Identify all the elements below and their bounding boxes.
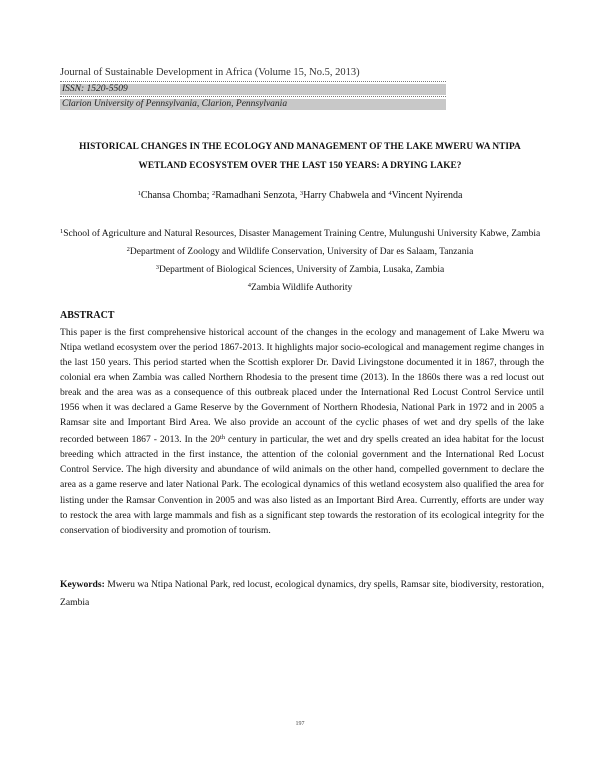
journal-header xyxy=(60,66,446,110)
affiliation-marker: 4 xyxy=(247,282,251,289)
paper-title xyxy=(60,138,540,176)
journal-title: Journal of Sustainable Development in Africa (Volume 15, No.5, 2013) xyxy=(60,67,360,78)
affiliation-text: Department of Biological Sciences, University of Zambia, Lusaka, Zambia xyxy=(159,265,445,275)
affiliation-list xyxy=(60,224,540,296)
keywords-label: Keywords: xyxy=(60,579,105,590)
affiliation-text: Zambia Wildlife Authority xyxy=(250,283,353,293)
header-divider xyxy=(60,81,446,83)
university-line: Clarion University of Pennsylvania, Clarion, Pennsylvania xyxy=(60,99,446,110)
abstract-body xyxy=(60,325,544,538)
keywords xyxy=(60,576,544,612)
author-name: Chansa Chomba; xyxy=(140,190,210,201)
author-marker: 1 xyxy=(137,190,141,197)
abstract-text: century in particular, the wet and dry spells created an idea habitat for the locust breeding which attracted in the first instance, the attention of the colonial government and the International Red Locust Control Service. The high diversity and abundance of wild animals on the other hand, compelled government to declare the area as a game reserve and later National Park. The ecological dynamics of this wetland ecosystem also qualified the area for listing under the Ramsar Convention in 2005 and was also listed as an Important Bird Area. Currently, efforts are under way to restock the area with large mammals and fish as a significant step towards the restoration of its ecological integrity for the conservation of biodiversity and promotion of tourism. xyxy=(60,434,544,536)
affiliation-marker: 3 xyxy=(155,264,160,271)
affiliation-marker: 2 xyxy=(126,246,130,253)
affiliation-text: Department of Zoology and Wildlife Conservation, University of Dar es Salaam, Tanzania xyxy=(129,247,474,257)
issn-line: ISSN: 1520-5509 xyxy=(60,84,446,95)
header-divider xyxy=(60,96,446,98)
author-name: Ramadhani Senzota, xyxy=(215,190,298,201)
title-line: HISTORICAL CHANGES IN THE ECOLOGY AND MANAGEMENT OF THE LAKE MWERU WA NTIPA xyxy=(79,142,521,152)
abstract-text: This paper is the first comprehensive historical account of the changes in the ecology and management of Lake Mweru wa Ntipa wetland ecosystem over the period 1867-2013. It highlights major socio-ecological and management regime changes in the last 150 years. This period started when the Scottish explorer Dr. David Livingstone documented it in 1867, through the colonial era when Zambia was called Northern Rhodesia to the present time (2013). In the 1860s there was a red locust out break and the area was as a consequence of this outbreak placed under the International Red Locust Control Service until 1956 when it was declared a Game Reserve by the Government of Northern Rhodesia, National Park in 1972 and in 2005 a Ramsar site and Important Bird Area. We also provide an account of the cyclic phases of wet and dry spells of the lake recorded between 1867 - 2013. In the 20 xyxy=(60,327,544,446)
affiliation-marker: 1 xyxy=(60,228,64,235)
author-marker: 4 xyxy=(388,190,392,197)
author-marker: 2 xyxy=(211,190,216,197)
affiliation xyxy=(60,242,540,260)
author-marker: 3 xyxy=(299,190,304,197)
author-list xyxy=(60,190,540,201)
title-line: WETLAND ECOSYSTEM OVER THE LAST 150 YEARS: A DRYING LAKE? xyxy=(138,161,462,171)
affiliation xyxy=(60,224,540,242)
page-number: 197 xyxy=(295,721,305,727)
affiliation xyxy=(60,278,540,296)
keywords-text: Mweru wa Ntipa National Park, red locust, ecological dynamics, dry spells, Ramsar site, biodiversity, restoration, Zambia xyxy=(60,579,544,608)
ordinal-suffix: th xyxy=(219,434,225,442)
abstract-heading: ABSTRACT xyxy=(60,310,115,321)
author-name: Harry Chabwela and xyxy=(303,190,386,201)
affiliation-text: School of Agriculture and Natural Resources, Disaster Management Training Centre, Mulungushi University Kabwe, Zambia xyxy=(63,229,541,239)
author-name: Vincent Nyirenda xyxy=(391,190,463,201)
affiliation xyxy=(60,260,540,278)
